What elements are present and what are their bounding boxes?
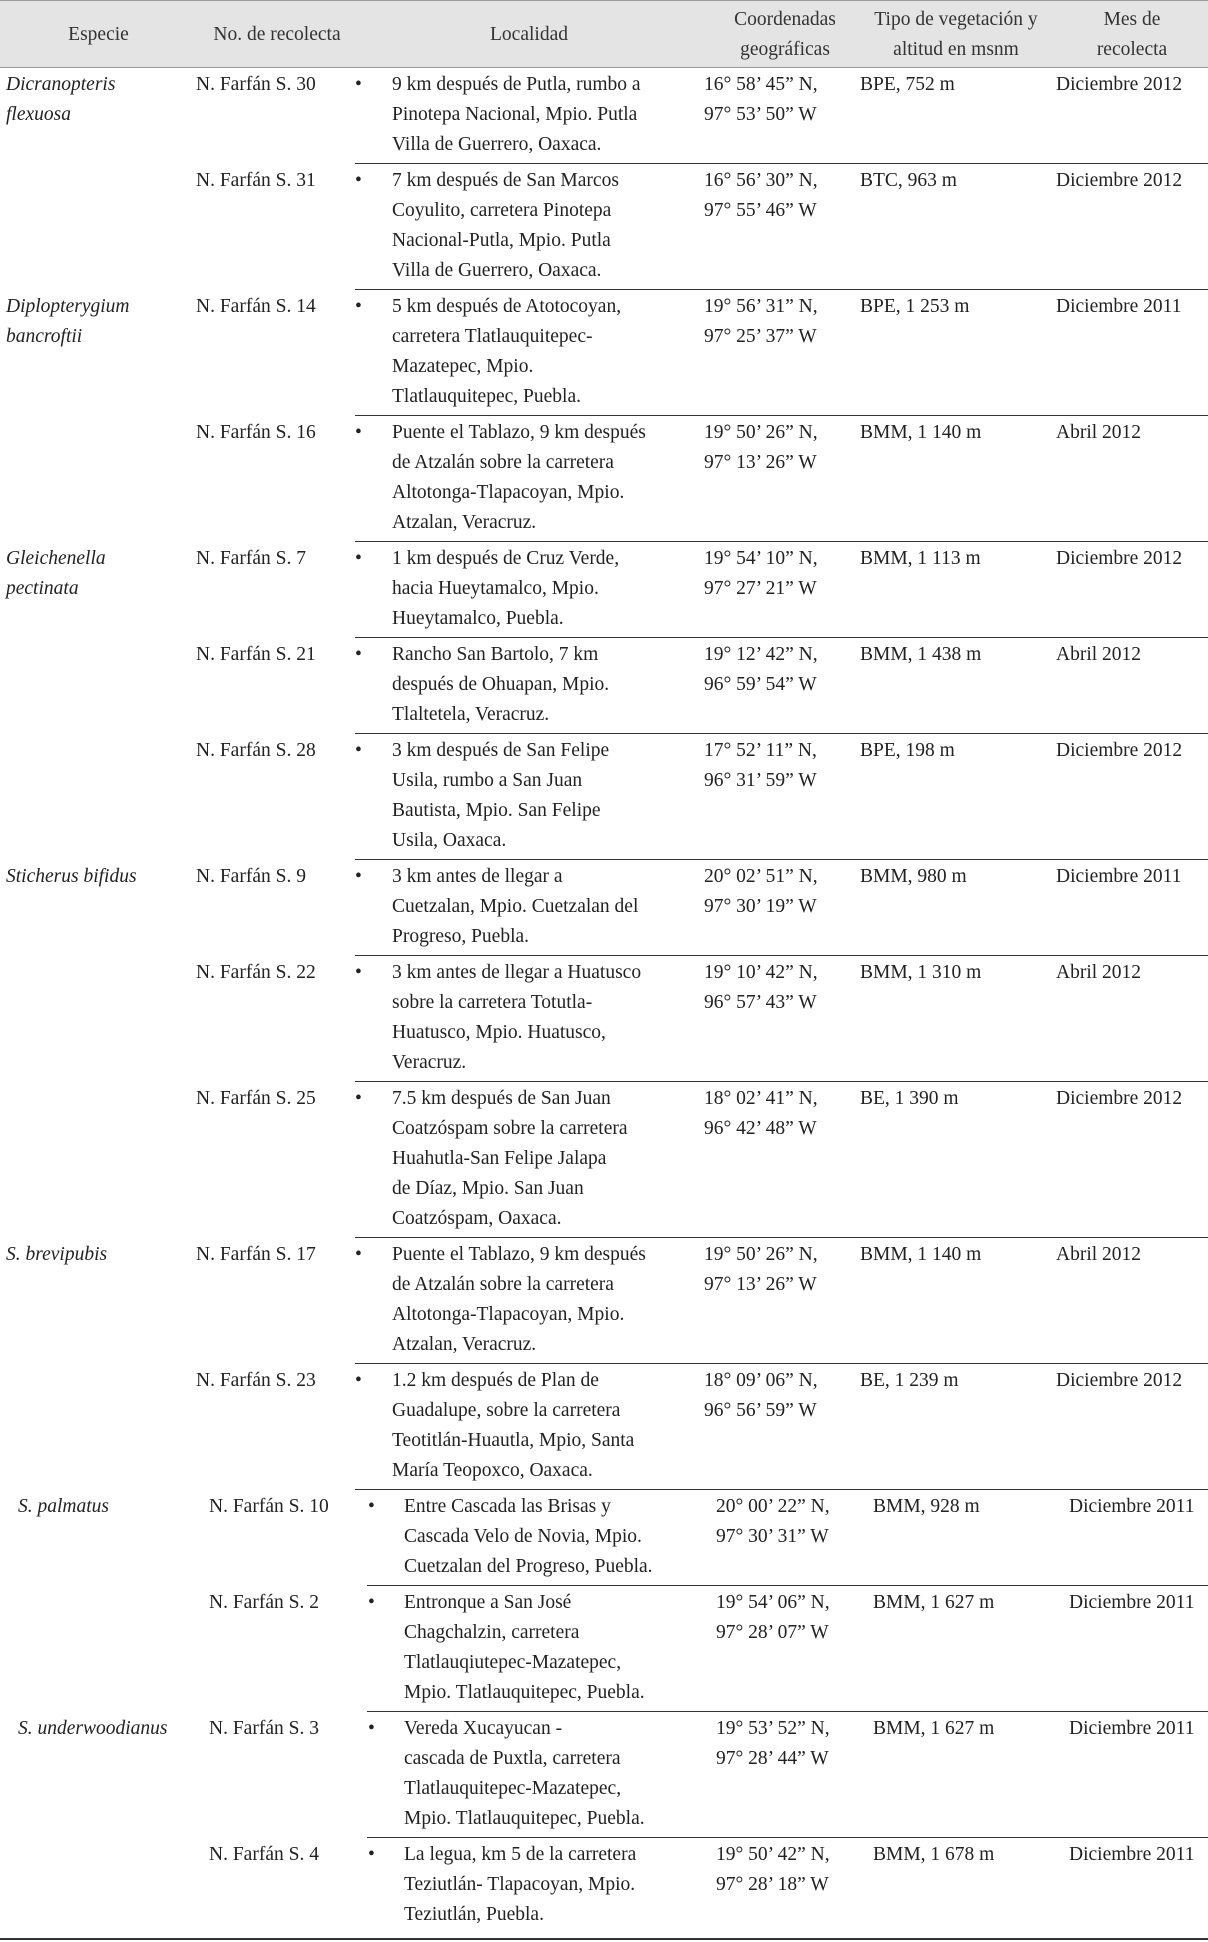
header-vegetation-line1: Tipo de vegetación y [874,9,1038,30]
coordinates [716,1714,866,1774]
coordinates [704,1366,854,1426]
vegetation-altitude: BMM, 1 310 m [860,962,982,983]
locality-line: 7.5 km después de San Juan [392,1088,611,1109]
locality-line: Teziutlán- Tlapacoyan, Mpio. [404,1874,636,1895]
vegetation-altitude: BE, 1 239 m [860,1370,959,1391]
vegetation-altitude: BMM, 1 627 m [873,1592,995,1613]
collection-month: Diciembre 2011 [1069,1718,1195,1739]
vegetation-altitude: BMM, 1 140 m [860,422,982,443]
collection-month: Diciembre 2012 [1056,740,1183,761]
coordinates-line: 20° 00’ 22” N, [716,1496,830,1517]
table-header [0,0,1208,68]
locality-line: Usila, rumbo a San Juan [392,770,583,791]
coordinates [716,1840,866,1900]
collection-number: N. Farfán S. 22 [196,962,316,983]
vegetation-altitude: BPE, 1 253 m [860,296,970,317]
coordinates [704,70,854,130]
coordinates [704,418,854,478]
collection-month: Diciembre 2011 [1069,1496,1195,1517]
bullet-icon: • [355,962,362,983]
locality [392,292,684,412]
vegetation-altitude: BMM, 1 678 m [873,1844,995,1865]
species-name [6,862,191,892]
locality-line: Tlaltetela, Veracruz. [392,704,550,725]
header-coordinates-line2: geográficas [740,39,830,60]
locality-line: 3 km antes de llegar a Huatusco [392,962,642,983]
locality [392,1084,684,1234]
coordinates-line: 96° 57’ 43” W [704,992,817,1013]
header-coordinates-line1: Coordenadas [734,9,836,30]
locality-line: 3 km después de San Felipe [392,740,610,761]
table-row [0,1586,1208,1712]
table-row [0,638,1208,734]
locality-line: 5 km después de Atotocoyan, [392,296,622,317]
coordinates-line: 96° 42’ 48” W [704,1118,817,1139]
coordinates [704,544,854,604]
coordinates [716,1492,866,1552]
locality-line: Bautista, Mpio. San Felipe [392,800,601,821]
bullet-icon: • [355,170,362,191]
table-row [0,734,1208,860]
table-row [0,290,1208,416]
locality [404,1492,696,1582]
locality-line: Huatusco, Mpio. Huatusco, [392,1022,606,1043]
collection-number: N. Farfán S. 16 [196,422,316,443]
locality-line: Nacional-Putla, Mpio. Putla [392,230,611,251]
coordinates [704,166,854,226]
bullet-icon: • [355,866,362,887]
table-bottom-rule [0,1938,1208,1940]
locality-line: Entre Cascada las Brisas y [404,1496,611,1517]
locality-line: Puente el Tablazo, 9 km después [392,1244,646,1265]
coordinates-line: 96° 56’ 59” W [704,1400,817,1421]
coordinates-line: 20° 02’ 51” N, [704,866,818,887]
locality-line: de Díaz, Mpio. San Juan [392,1178,584,1199]
locality [404,1714,696,1834]
vegetation-altitude: BTC, 963 m [860,170,957,191]
vegetation-altitude: BE, 1 390 m [860,1088,959,1109]
locality-line: Veracruz. [392,1052,467,1073]
locality [404,1588,696,1708]
coordinates-line: 19° 54’ 10” N, [704,548,818,569]
header-month-line2: recolecta [1096,39,1168,60]
locality-line: Coatzóspam sobre la carretera [392,1118,628,1139]
locality-line: Mpio. Tlatlauquitepec, Puebla. [404,1682,645,1703]
locality [392,1240,684,1360]
bullet-icon: • [355,74,362,95]
table-row [0,956,1208,1082]
species-name-line: Gleichenella [6,548,106,569]
bullet-icon: • [355,422,362,443]
locality-line: Coyulito, carretera Pinotepa [392,200,612,221]
locality-line: Entronque a San José [404,1592,572,1613]
species-name [18,1492,203,1522]
table-row [0,1712,1208,1838]
locality-line: 9 km después de Putla, rumbo a [392,74,641,95]
coordinates-line: 19° 10’ 42” N, [704,962,818,983]
locality-line: Villa de Guerrero, Oaxaca. [392,260,602,281]
coordinates-line: 19° 50’ 26” N, [704,1244,818,1265]
vegetation-altitude: BMM, 1 627 m [873,1718,995,1739]
header-locality: Localidad [490,24,568,45]
locality-line: 1 km después de Cruz Verde, [392,548,620,569]
coordinates-line: 19° 53’ 52” N, [716,1718,830,1739]
species-name [6,1240,191,1270]
species-name-line: S. underwoodianus [18,1718,168,1739]
locality-line: María Teopoxco, Oaxaca. [392,1460,593,1481]
coordinates-line: 17° 52’ 11” N, [704,740,817,761]
collection-number: N. Farfán S. 10 [209,1496,329,1517]
locality [404,1840,696,1930]
coordinates-line: 18° 02’ 41” N, [704,1088,818,1109]
species-name-line: Sticherus bifidus [6,866,137,887]
coordinates-line: 96° 59’ 54” W [704,674,817,695]
collection-number: N. Farfán S. 4 [209,1844,319,1865]
coordinates [704,958,854,1018]
bullet-icon: • [355,1088,362,1109]
locality-line: Guadalupe, sobre la carretera [392,1400,621,1421]
table-body [0,68,1208,1934]
collection-number: N. Farfán S. 21 [196,644,316,665]
coordinates-line: 19° 12’ 42” N, [704,644,818,665]
locality-line: Progreso, Puebla. [392,926,530,947]
locality-line: Atzalan, Veracruz. [392,512,537,533]
locality-line: Tlatlauqiutepec-Mazatepec, [404,1652,622,1673]
locality-line: hacia Hueytamalco, Mpio. [392,578,599,599]
collection-month: Diciembre 2011 [1056,866,1182,887]
collection-number: N. Farfán S. 25 [196,1088,316,1109]
species-name-line: Dicranopteris [6,74,116,95]
locality-line: Mazatepec, Mpio. [392,356,534,377]
locality-line: Altotonga-Tlapacoyan, Mpio. [392,1304,625,1325]
coordinates [704,862,854,922]
table-row [0,1238,1208,1364]
collection-number: N. Farfán S. 9 [196,866,306,887]
coordinates-line: 19° 56’ 31” N, [704,296,818,317]
header-vegetation-line2: altitud en msnm [893,39,1019,60]
collection-month: Diciembre 2012 [1056,548,1183,569]
collection-month: Diciembre 2011 [1069,1844,1195,1865]
coordinates [704,1084,854,1144]
species-name-line: S. palmatus [18,1496,110,1517]
collection-number: N. Farfán S. 23 [196,1370,316,1391]
table-row [0,860,1208,956]
locality-line: Tlatlauquitepec, Puebla. [392,386,581,407]
locality [392,640,684,730]
collection-number: N. Farfán S. 30 [196,74,316,95]
collection-number: N. Farfán S. 28 [196,740,316,761]
table-row [0,68,1208,164]
locality-line: Pinotepa Nacional, Mpio. Putla [392,104,638,125]
coordinates-line: 97° 30’ 31” W [716,1526,829,1547]
coordinates-line: 97° 28’ 44” W [716,1748,829,1769]
locality [392,862,684,952]
bullet-icon: • [355,548,362,569]
collection-number: N. Farfán S. 3 [209,1718,319,1739]
bullet-icon: • [368,1718,375,1739]
collection-number: N. Farfán S. 17 [196,1244,316,1265]
table-row [0,1364,1208,1490]
coordinates-line: 16° 56’ 30” N, [704,170,818,191]
collection-month: Diciembre 2011 [1069,1592,1195,1613]
locality-line: Coatzóspam, Oaxaca. [392,1208,562,1229]
locality-line: Mpio. Tlatlauquitepec, Puebla. [404,1808,645,1829]
locality-line: Villa de Guerrero, Oaxaca. [392,134,602,155]
locality-line: 1.2 km después de Plan de [392,1370,599,1391]
locality-line: de Atzalán sobre la carretera [392,452,614,473]
coordinates-line: 97° 13’ 26” W [704,452,817,473]
coordinates [716,1588,866,1648]
locality-line: Altotonga-Tlapacoyan, Mpio. [392,482,625,503]
collection-month: Diciembre 2012 [1056,170,1183,191]
header-vegetation [858,5,1054,65]
locality-line: sobre la carretera Totutla- [392,992,593,1013]
bullet-icon: • [368,1496,375,1517]
coordinates [704,292,854,352]
table-row [0,1082,1208,1238]
locality-line: Vereda Xucayucan - [404,1718,563,1739]
table-row [0,1490,1208,1586]
coordinates-line: 96° 31’ 59” W [704,770,817,791]
bullet-icon: • [368,1592,375,1613]
locality-line: Teziutlán, Puebla. [404,1904,544,1925]
locality-line: Cuetzalan, Mpio. Cuetzalan del [392,896,639,917]
table-row [0,1838,1208,1934]
locality [392,736,684,856]
locality-line: Hueytamalco, Puebla. [392,608,564,629]
locality-line: Rancho San Bartolo, 7 km [392,644,599,665]
bullet-icon: • [355,644,362,665]
coordinates-line: 16° 58’ 45” N, [704,74,818,95]
locality [392,1366,684,1486]
species-name [18,1714,203,1744]
coordinates-line: 97° 53’ 50” W [704,104,817,125]
species-name-line: Diplopterygium [6,296,130,317]
species-name [6,292,191,352]
locality [392,544,684,634]
vegetation-altitude: BPE, 198 m [860,740,955,761]
bullet-icon: • [355,296,362,317]
species-name-line: pectinata [6,578,79,599]
locality-line: 3 km antes de llegar a [392,866,563,887]
vegetation-altitude: BMM, 980 m [860,866,967,887]
table-row [0,164,1208,290]
locality-line: La legua, km 5 de la carretera [404,1844,637,1865]
collection-month: Abril 2012 [1056,422,1142,443]
vegetation-altitude: BMM, 928 m [873,1496,980,1517]
table-row [0,416,1208,542]
vegetation-altitude: BMM, 1 438 m [860,644,982,665]
coordinates-line: 97° 13’ 26” W [704,1274,817,1295]
coordinates-line: 19° 50’ 26” N, [704,422,818,443]
coordinates-line: 97° 25’ 37” W [704,326,817,347]
collection-month: Diciembre 2012 [1056,74,1183,95]
coordinates-line: 97° 55’ 46” W [704,200,817,221]
coordinates [704,1240,854,1300]
locality-line: Cascada Velo de Novia, Mpio. [404,1526,642,1547]
header-species: Especie [68,24,129,45]
bullet-icon: • [355,1244,362,1265]
coordinates-line: 18° 09’ 06” N, [704,1370,818,1391]
locality-line: Usila, Oaxaca. [392,830,507,851]
collection-number: N. Farfán S. 31 [196,170,316,191]
coordinates-line: 97° 27’ 21” W [704,578,817,599]
bullet-icon: • [368,1844,375,1865]
collection-month: Abril 2012 [1056,644,1142,665]
coordinates-line: 97° 30’ 19” W [704,896,817,917]
locality-line: Huahutla-San Felipe Jalapa [392,1148,607,1169]
header-number: No. de recolecta [213,24,341,45]
locality-line: después de Ohuapan, Mpio. [392,674,610,695]
locality-line: carretera Tlatlauquitepec- [392,326,593,347]
header-month-line1: Mes de [1103,9,1161,30]
locality-line: Cuetzalan del Progreso, Puebla. [404,1556,653,1577]
locality [392,70,684,160]
coordinates-line: 97° 28’ 18” W [716,1874,829,1895]
coordinates-line: 19° 54’ 06” N, [716,1592,830,1613]
bullet-icon: • [355,1370,362,1391]
locality [392,958,684,1078]
table-row [0,542,1208,638]
coordinates [704,640,854,700]
coordinates [704,736,854,796]
vegetation-altitude: BMM, 1 140 m [860,1244,982,1265]
vegetation-altitude: BMM, 1 113 m [860,548,981,569]
header-month [1056,5,1208,65]
collection-number: N. Farfán S. 2 [209,1592,319,1613]
locality-line: Chagchalzin, carretera [404,1622,580,1643]
collection-month: Diciembre 2011 [1056,296,1182,317]
vegetation-altitude: BPE, 752 m [860,74,955,95]
locality-line: cascada de Puxtla, carretera [404,1748,621,1769]
collection-month: Abril 2012 [1056,1244,1142,1265]
coordinates-line: 97° 28’ 07” W [716,1622,829,1643]
bullet-icon: • [355,740,362,761]
locality-line: Puente el Tablazo, 9 km después [392,422,646,443]
header-coordinates [700,5,870,65]
locality-line: Teotitlán-Huautla, Mpio, Santa [392,1430,635,1451]
coordinates-line: 19° 50’ 42” N, [716,1844,830,1865]
collection-number: N. Farfán S. 7 [196,548,306,569]
species-name-line: flexuosa [6,104,71,125]
collection-month: Diciembre 2012 [1056,1370,1183,1391]
locality-line: Tlatlauquitepec-Mazatepec, [404,1778,622,1799]
locality-line: de Atzalán sobre la carretera [392,1274,614,1295]
species-name [6,70,191,130]
collection-number: N. Farfán S. 14 [196,296,316,317]
collection-month: Diciembre 2012 [1056,1088,1183,1109]
locality-line: 7 km después de San Marcos [392,170,619,191]
locality [392,166,684,286]
species-name-line: bancroftii [6,326,83,347]
locality [392,418,684,538]
collection-month: Abril 2012 [1056,962,1142,983]
species-name [6,544,191,604]
locality-line: Atzalan, Veracruz. [392,1334,537,1355]
species-name-line: S. brevipubis [6,1244,108,1265]
